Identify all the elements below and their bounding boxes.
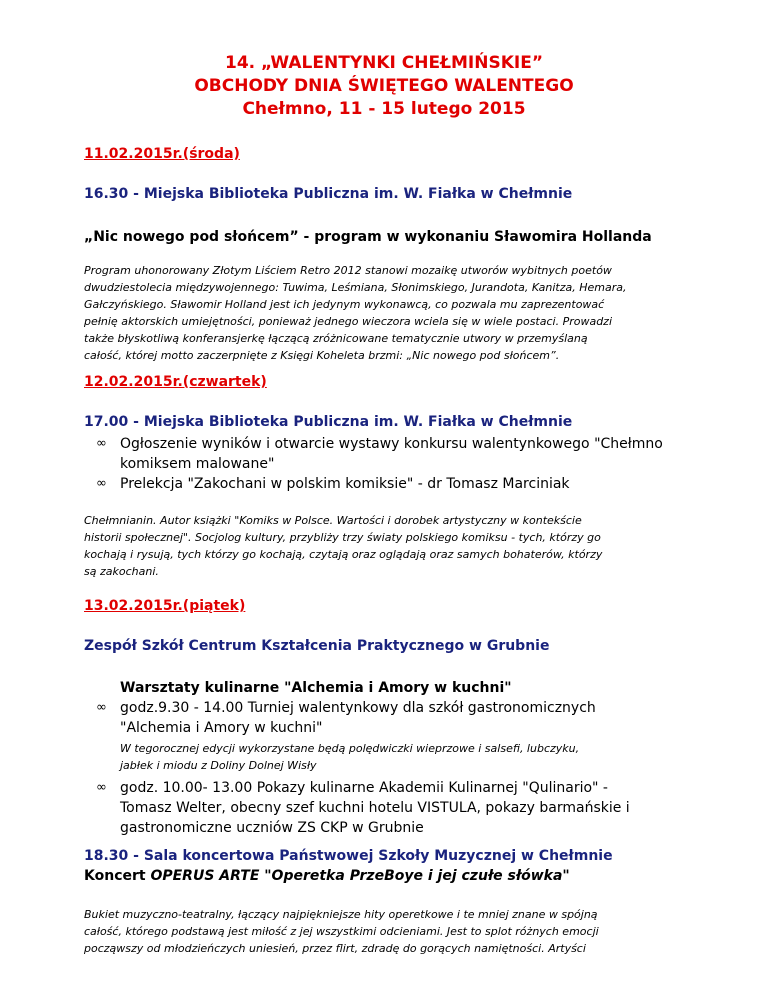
desc-line: Program uhonorowany Złotym Liściem Retro 2012 stanowi mozaikę utworów wybitnych poetów: [84, 264, 612, 277]
desc-line: Gałczyńskiego. Sławomir Holland jest ich jedynym wykonawcą, co pozwala mu zaprezentować: [84, 298, 605, 311]
concert-title: OPERUS ARTE "Operetka PrzeBoye i jej czułe słówka": [150, 868, 570, 884]
desc-line: począwszy od młodzieńczych uniesień, przez flirt, zdradę do gorących namiętności. Artyści: [84, 942, 586, 955]
note-line: W tegorocznej edycji wykorzystane będą polędwiczki wieprzowe i salsefi, lubczyku,: [120, 742, 580, 755]
day2-bullet2: Prelekcja "Zakochani w polskim komiksie" - dr Tomasz Marciniak: [120, 476, 570, 492]
desc-line: kochają i rysują, tych którzy go kochają, czytają oraz oglądają oraz samych bohaterów, którzy: [84, 548, 603, 561]
desc-line: całość, której motto zaczerpnięte z Księgi Koheleta brzmi: „Nic nowego pod słońcem”.: [84, 349, 560, 362]
concert-label: Koncert: [84, 868, 151, 884]
day1-program: [84, 227, 652, 247]
day3-bullet1-line1: godz.9.30 - 14.00 Turniej walentynkowy dla szkół gastronomicznych: [120, 700, 596, 716]
desc-line: są zakochani.: [84, 565, 159, 578]
bullet-icon: ∞: [96, 700, 107, 715]
day3-date: 13.02.2015r.(piątek): [84, 598, 246, 614]
day3-bullet1-line2: "Alchemia i Amory w kuchni": [120, 720, 323, 736]
bullet-icon: ∞: [96, 476, 107, 491]
day1-venue: 16.30 - Miejska Biblioteka Publiczna im. W. Fiałka w Chełmnie: [84, 186, 573, 202]
event-dates: Chełmno, 11 - 15 lutego 2015: [242, 99, 526, 119]
day1-program-rest: - program w wykonaniu Sławomira Hollanda: [298, 229, 652, 245]
concert-line: [84, 866, 570, 886]
workshop-title: Warsztaty kulinarne "Alchemia i Amory w kuchni": [120, 680, 512, 696]
day3-bullet1-note: [120, 740, 680, 774]
concert-description: [84, 906, 686, 957]
concert-venue: 18.30 - Sala koncertowa Państwowej Szkoły Muzycznej w Chełmnie: [84, 848, 613, 864]
day2-bullet1-line1: Ogłoszenie wyników i otwarcie wystawy konkursu walentynkowego "Chełmno: [120, 436, 663, 452]
bullet-icon: ∞: [96, 780, 107, 795]
day2-description: [84, 512, 686, 580]
day2-bullet1: [120, 434, 663, 474]
event-title: 14. „WALENTYNKI CHEŁMIŃSKIE”: [224, 53, 544, 73]
day2-date: 12.02.2015r.(czwartek): [84, 374, 267, 390]
day3-venue: Zespół Szkół Centrum Kształcenia Praktycznego w Grubnie: [84, 638, 550, 654]
event-subtitle: OBCHODY DNIA ŚWIĘTEGO WALENTEGO: [194, 76, 574, 96]
day1-program-title: „Nic nowego pod słońcem”: [84, 229, 299, 245]
note-line: jabłek i miodu z Doliny Dolnej Wisły: [120, 759, 317, 772]
day3-bullet2: [120, 778, 630, 838]
desc-line: historii społecznej". Socjolog kultury, przybliży trzy światy polskiego komiksu - tych, którzy go: [84, 531, 601, 544]
desc-line: także błyskotliwą konferansjerkę łączącą zróżnicowane tematycznie utwory w przemyślaną: [84, 332, 588, 345]
day1-date: 11.02.2015r.(środa): [84, 146, 240, 162]
day1-description: [84, 262, 686, 364]
day3-bullet1: [120, 698, 596, 738]
desc-line: pełnię aktorskich umiejętności, ponieważ jednego wieczora wciela się w wiele postaci. Prowadzi: [84, 315, 613, 328]
day2-venue: 17.00 - Miejska Biblioteka Publiczna im. W. Fiałka w Chełmnie: [84, 414, 573, 430]
day3-bullet2-line2: Tomasz Welter, obecny szef kuchni hotelu VISTULA, pokazy barmańskie i: [120, 800, 630, 816]
desc-line: całość, którego podstawą jest miłość z jej wszystkimi odcieniami. Jest to splot różnych emocji: [84, 925, 599, 938]
day3-bullet2-line1: godz. 10.00- 13.00 Pokazy kulinarne Akademii Kulinarnej "Qulinario" -: [120, 780, 608, 796]
bullet-icon: ∞: [96, 436, 107, 451]
day2-bullet1-line2: komiksem malowane": [120, 456, 275, 472]
desc-line: Chełmnianin. Autor książki "Komiks w Polsce. Wartości i dorobek artystyczny w kontekście: [84, 514, 582, 527]
desc-line: dwudziestolecia międzywojennego: Tuwima, Leśmiana, Słonimskiego, Jurandota, Kanitza, Hemara,: [84, 281, 627, 294]
day3-bullet2-line3: gastronomiczne uczniów ZS CKP w Grubnie: [120, 820, 424, 836]
desc-line: Bukiet muzyczno-teatralny, łączący najpiękniejsze hity operetkowe i te mniej znane w spójną: [84, 908, 598, 921]
